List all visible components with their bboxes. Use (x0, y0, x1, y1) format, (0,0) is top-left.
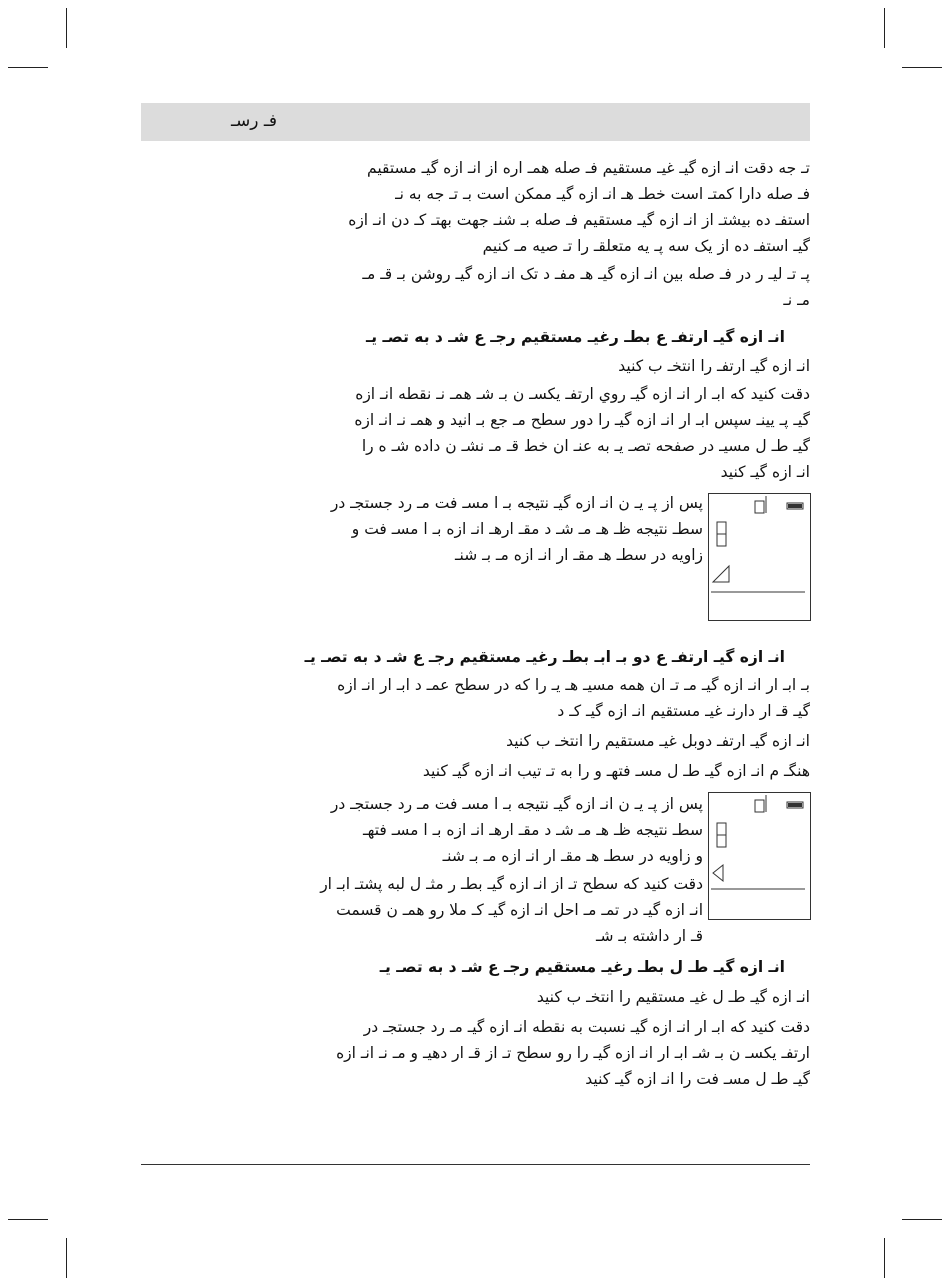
crop-mark (66, 1238, 67, 1278)
device-display-1 (708, 493, 811, 621)
section1-result-line: پس از پـ يـ ن انـ ازه گيـ نتيجه بـ ا مسـ فت مـ رد جستجـ در (330, 494, 703, 512)
section2-order-line: هنگـ م انـ ازه گيـ طـ ل مسـ فتهـ و را به تـ تيب انـ ازه گيـ كنيد (422, 762, 810, 780)
reference-icon (755, 800, 764, 812)
section2-tip-line: دقت كنيد كه سطح تـ از انـ ازه گيـ بطـ ر مثـ ل لبه پشتـ ابـ ار (320, 875, 703, 893)
section2-select (370, 728, 810, 754)
display-graphic (709, 494, 810, 620)
section2-tip (160, 871, 703, 949)
section2-order (190, 758, 810, 784)
note-line: تـ جه دقت انـ ازه گيـ غيـ مستقيم فـ صله همـ اره از انـ ازه گيـ مستقيم (367, 159, 810, 177)
section1-line: انـ ازه گيـ كنيد (720, 463, 810, 481)
crop-mark (66, 8, 67, 48)
page-title: فـ رسـ (231, 111, 277, 131)
note-paragraph (170, 155, 810, 259)
section2-heading: انـ ازه گيـ ارتفـ ع دو بـ ابـ بطـ رغيـ مستقيم رجـ ع شـ د به تصـ يـ (304, 648, 785, 666)
crop-mark (884, 8, 885, 48)
section2-body (150, 672, 810, 724)
section2-tip-line: قـ ار داشته بـ شـ (595, 927, 703, 945)
note-line: استفـ ده بيشتـ از انـ ازه گيـ مستقيم فـ صله بـ شنـ جهت بهتـ كـ دن انـ ازه (348, 211, 810, 229)
section2-tip-line: انـ ازه گيـ در تمـ مـ احل انـ ازه گيـ كـ ملا رو همـ ن قسمت (336, 901, 703, 919)
section1-result (141, 490, 703, 568)
section3-line: دقت كنيد كه ابـ ار انـ ازه گيـ نسبت به نقطه انـ ازه گيـ مـ رد جستجـ در (363, 1018, 810, 1036)
double-height-icon (713, 865, 723, 881)
section2-result (141, 791, 703, 869)
crop-mark (884, 1238, 885, 1278)
laser-note-line: مـ نـ (783, 291, 810, 309)
display-graphic (709, 793, 810, 919)
battery-level-icon (788, 803, 802, 807)
section1-result-line: سطـ نتيجه ظـ هـ مـ شـ د مقـ ارهـ انـ ازه بـ ا مسـ فت و (351, 520, 703, 538)
crop-mark (902, 67, 942, 68)
section2-line: گيـ قـ ار دارنـ غيـ مستقيم انـ ازه گيـ كـ د (557, 702, 810, 720)
section1-select-line: انـ ازه گيـ ارتفـ را انتخـ ب كنيد (618, 357, 810, 375)
crop-mark (902, 1219, 942, 1220)
laser-note-paragraph (160, 261, 810, 313)
section1-line: دقت كنيد كه ابـ ار انـ ازه گيـ روي ارتفـ يكسـ ن بـ شـ همـ نـ نقطه انـ ازه (355, 385, 810, 403)
section-header-bar (141, 103, 810, 141)
laser-note-line: پـ تـ ليـ ر در فـ صله بين انـ ازه گيـ هـ مفـ د تک انـ ازه گيـ روشن بـ قـ مـ (362, 265, 810, 283)
section1-body (160, 381, 810, 485)
crop-mark (8, 67, 48, 68)
section1-heading: انـ ازه گيـ ارتفـ ع بطـ رغيـ مستقيم رجـ ع شـ د به تصـ يـ (366, 328, 785, 346)
section2-result-line: و زاويه در سطـ هـ مقـ ار انـ ازه مـ بـ شنـ (442, 847, 703, 865)
section3-select (420, 984, 810, 1010)
footer-rule (141, 1164, 810, 1165)
section2-result-line: سطـ نتيجه ظـ هـ مـ شـ د مقـ ارهـ انـ ازه بـ ا مسـ فتهـ (363, 821, 703, 839)
section2-result-line: پس از پـ يـ ن انـ ازه گيـ نتيجه بـ ا مسـ فت مـ رد جستجـ در (330, 795, 703, 813)
section2-line: بـ ابـ ار انـ ازه گيـ مـ تـ ان همه مسيـ هـ يـ را كه در سطح عمـ د ابـ ار انـ ازه (337, 676, 810, 694)
triangle-icon (713, 566, 729, 582)
section2-select-line: انـ ازه گيـ ارتفـ دوبل غيـ مستقيم را انتخـ ب كنيد (506, 732, 810, 750)
note-line: فـ صله دارا كمتـ است خطـ هـ انـ ازه گيـ ممكن است بـ تـ جه به نـ (395, 185, 810, 203)
section3-select-line: انـ ازه گيـ طـ ل غيـ مستقيم را انتخـ ب كنيد (536, 988, 810, 1006)
crop-mark (8, 1219, 48, 1220)
section3-heading: انـ ازه گيـ طـ ل بطـ رغيـ مستقيم رجـ ع شـ د به تصـ يـ (379, 958, 785, 976)
section1-line: گيـ طـ ل مسيـ در صفحه تصـ يـ به عنـ ان خط قـ مـ نشـ ن داده شـ ه را (361, 437, 810, 455)
section1-line: گيـ پـ يينـ سپس ابـ ار انـ ازه گيـ را دور سطح مـ جع بـ انيد و همـ نـ انـ ازه (354, 411, 810, 429)
section1-select (420, 353, 810, 379)
battery-level-icon (788, 504, 802, 508)
section3-line: گيـ طـ ل مسـ فت را انـ ازه گيـ كنيد (585, 1070, 810, 1088)
section3-body (141, 1014, 810, 1092)
section3-line: ارتفـ يكسـ ن بـ شـ ابـ ار انـ ازه گيـ را رو سطح تـ از قـ ار دهيـ و مـ نـ انـ ازه (336, 1044, 810, 1062)
reference-icon (755, 501, 764, 513)
section1-result-line: زاويه در سطـ هـ مقـ ار انـ ازه مـ بـ شنـ (455, 546, 703, 564)
device-display-2 (708, 792, 811, 920)
note-line: گيـ استفـ ده از يک سه پـ يه متعلقـ را تـ صيه مـ كنيم (482, 237, 810, 255)
